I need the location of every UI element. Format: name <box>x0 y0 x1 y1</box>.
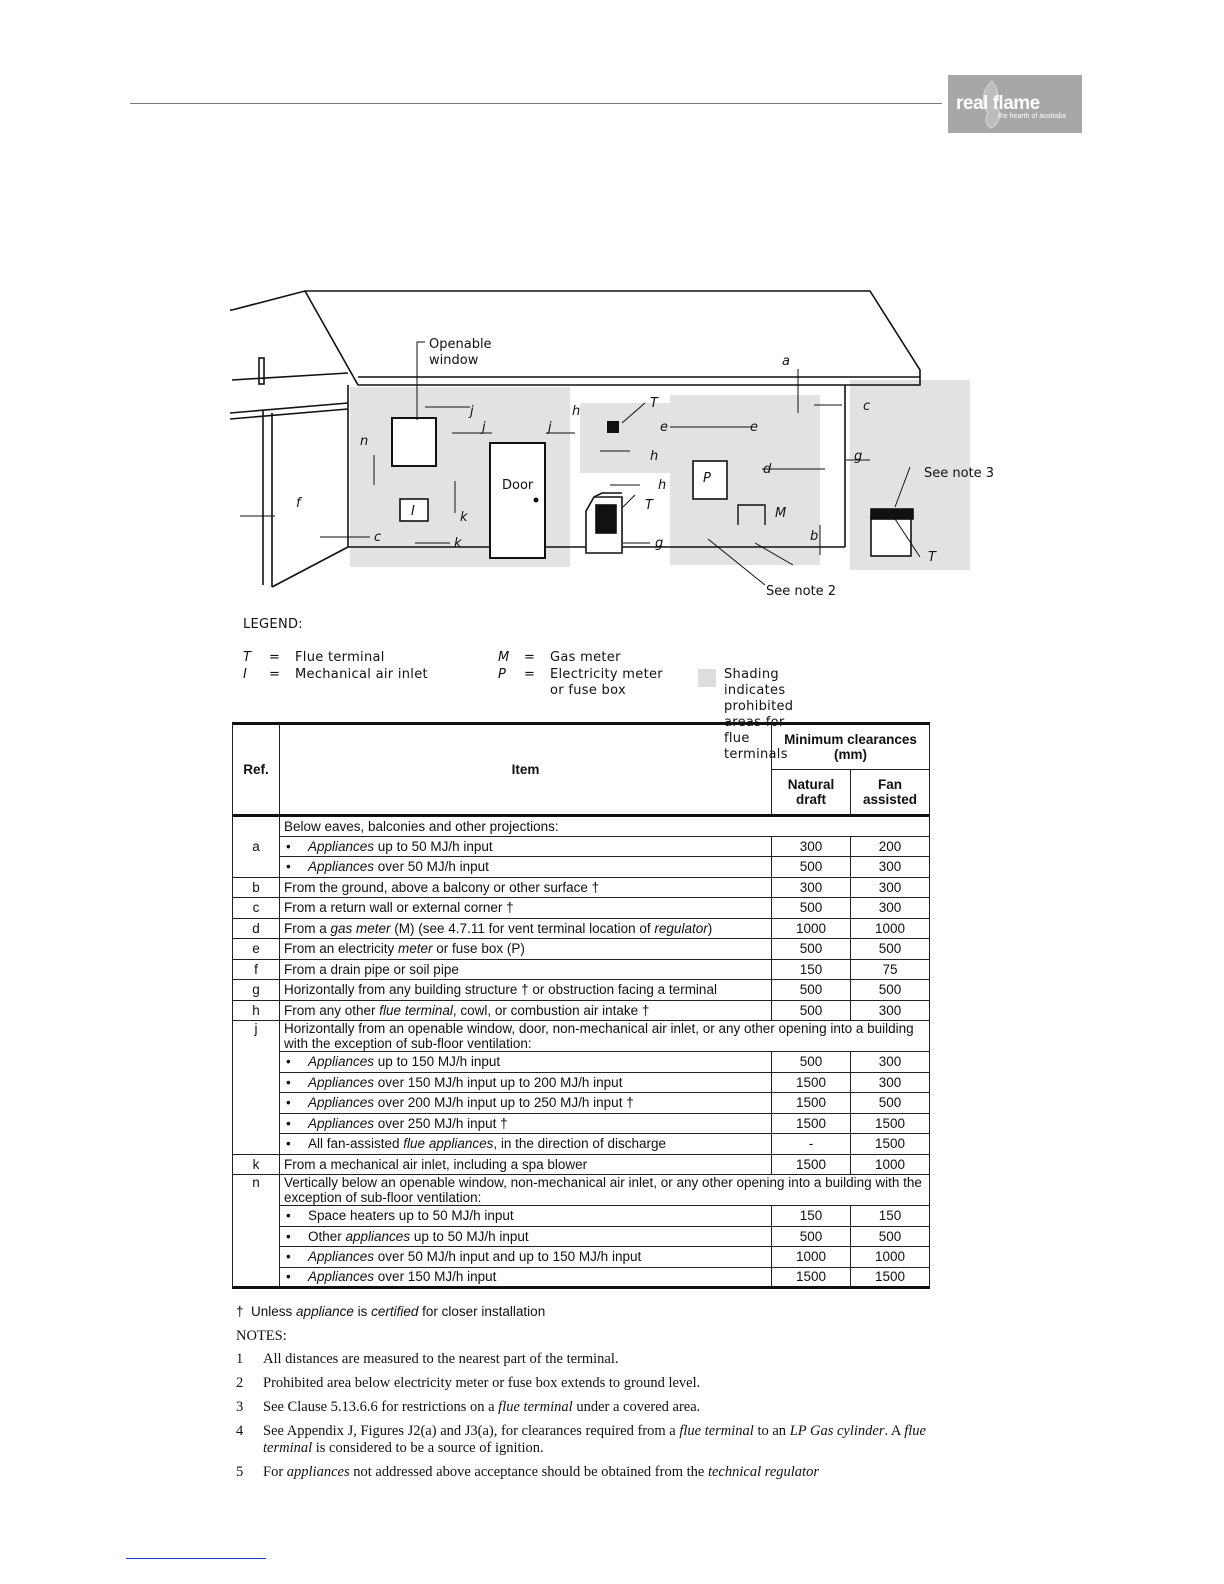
shading-note: Shading indicates prohibited areas for flue terminals <box>724 667 794 762</box>
table-row: f From a drain pipe or soil pipe 150 75 <box>233 959 930 980</box>
label-door: Door <box>502 478 534 493</box>
label-openable-window-1: Openable <box>429 337 492 352</box>
table-row: • Space heaters up to 50 MJ/h input 150 150 <box>233 1206 930 1227</box>
label-f: f <box>296 496 301 511</box>
label-see-note-3: See note 3 <box>924 466 995 481</box>
label-T-top: T <box>650 396 658 411</box>
label-I: I <box>411 504 415 519</box>
footer-link-rule <box>126 1558 266 1559</box>
table-header-row <box>233 724 930 770</box>
label-n: n <box>360 434 369 449</box>
table-row: j Horizontally from an openable window, door, non-mechanical air inlet, or any other opening into a building with the exception of sub-floor ventilation: <box>233 1021 930 1052</box>
legend-item-I: I = Mechanical air inlet <box>243 667 428 682</box>
table-row: • Appliances over 50 MJ/h input 500 300 <box>233 857 930 878</box>
openable-window <box>392 418 436 466</box>
label-M: M <box>775 506 787 521</box>
table-row: e From an electricity meter or fuse box (P) 500 500 <box>233 939 930 960</box>
header-fan: Fan assisted <box>851 770 930 816</box>
label-h-top: h <box>572 404 581 419</box>
label-a: a <box>782 354 790 369</box>
label-g-right: g <box>854 449 863 464</box>
label-T-right: T <box>928 550 936 565</box>
label-c-left: c <box>374 530 382 545</box>
label-e-left: e <box>660 420 668 435</box>
label-h-low: h <box>658 478 667 493</box>
legend-item-T: T = Flue terminal <box>243 650 385 665</box>
table-row: • All fan-assisted flue appliances, in the direction of discharge - 1500 <box>233 1134 930 1155</box>
label-P: P <box>703 471 711 486</box>
legend-item-P-cont: or fuse box <box>550 683 626 698</box>
notes-title: NOTES: <box>236 1328 287 1344</box>
table-row: c From a return wall or external corner † 500 300 <box>233 898 930 919</box>
header-min-clearances: Minimum clearances (mm) <box>772 724 930 770</box>
table-row: • Appliances over 150 MJ/h input up to 200 MJ/h input 1500 300 <box>233 1072 930 1093</box>
label-e-right: e <box>750 420 758 435</box>
label-b: b <box>810 529 819 544</box>
table-row: k From a mechanical air inlet, including a spa blower 1500 1000 <box>233 1154 930 1175</box>
table-row: • Appliances over 250 MJ/h input † 1500 1500 <box>233 1113 930 1134</box>
label-see-note-2: See note 2 <box>766 584 837 599</box>
logo-name: real flame <box>956 93 1040 114</box>
notes-section <box>236 1328 936 1488</box>
table-row: • Other appliances up to 50 MJ/h input 500 500 <box>233 1226 930 1247</box>
clearance-table <box>232 722 930 1289</box>
table-row: • Appliances up to 150 MJ/h input 500 300 <box>233 1052 930 1073</box>
label-g: g <box>655 536 664 551</box>
header-item: Item <box>280 724 772 816</box>
header-natural: Natural draft <box>772 770 851 816</box>
table-row: b From the ground, above a balcony or other surface † 300 300 <box>233 877 930 898</box>
appliance-cabinet <box>586 493 622 553</box>
label-openable-window-2: window <box>429 353 479 368</box>
label-h-mid: h <box>650 449 659 464</box>
table-row: • Appliances over 50 MJ/h input and up to 150 MJ/h input 1000 1000 <box>233 1247 930 1268</box>
external-terminal <box>871 509 913 556</box>
logo-tagline: the hearth of australia <box>998 113 1066 120</box>
legend-title: LEGEND: <box>243 617 303 632</box>
header-rule <box>130 103 942 104</box>
brand-logo <box>948 75 1082 133</box>
label-k-2: k <box>454 536 462 551</box>
note-item: 4 See Appendix J, Figures J2(a) and J3(a), for clearances required from a flue terminal to an LP Gas cylinder. A flue terminal is considered to be a source of ignition. <box>236 1423 926 1456</box>
note-item: 5 For appliances not addressed above acceptance should be obtained from the technical regulator <box>236 1464 819 1480</box>
clearance-diagram <box>230 285 1010 610</box>
label-j-1: j <box>470 404 474 419</box>
table-row: a Below eaves, balconies and other projections: <box>233 816 930 837</box>
label-d: d <box>763 462 772 477</box>
table-row: h From any other flue terminal, cowl, or combustion air intake † 500 300 <box>233 1000 930 1021</box>
table-row: • Appliances over 200 MJ/h input up to 250 MJ/h input † 1500 500 <box>233 1093 930 1114</box>
table-row: • Appliances over 150 MJ/h input 1500 1500 <box>233 1267 930 1288</box>
table-row: g Horizontally from any building structure † or obstruction facing a terminal 500 500 <box>233 980 930 1001</box>
legend-item-P: P = Electricity meter <box>498 667 663 682</box>
shading-swatch <box>698 669 716 687</box>
label-c-right: c <box>863 399 871 414</box>
label-k-1: k <box>460 510 468 525</box>
note-item: 2 Prohibited area below electricity meter or fuse box extends to ground level. <box>236 1375 701 1391</box>
label-j-3: j <box>548 420 552 435</box>
label-T-mid: T <box>645 498 653 513</box>
dagger-footnote: † Unless appliance is certified for closer installation <box>236 1304 546 1319</box>
flue-terminal-wall <box>607 421 619 433</box>
label-j-2: j <box>482 420 486 435</box>
header-ref: Ref. <box>233 724 280 816</box>
note-item: 1 All distances are measured to the nearest part of the terminal. <box>236 1351 619 1367</box>
table-row: • Appliances up to 50 MJ/h input 300 200 <box>233 836 930 857</box>
table-row: d From a gas meter (M) (see 4.7.11 for vent terminal location of regulator) 1000 1000 <box>233 918 930 939</box>
legend-item-M: M = Gas meter <box>498 650 621 665</box>
note-item: 3 See Clause 5.13.6.6 for restrictions on a flue terminal under a covered area. <box>236 1399 701 1415</box>
table-row: n Vertically below an openable window, non-mechanical air inlet, or any other opening into a building with the exception of sub-floor ventilation: <box>233 1175 930 1206</box>
